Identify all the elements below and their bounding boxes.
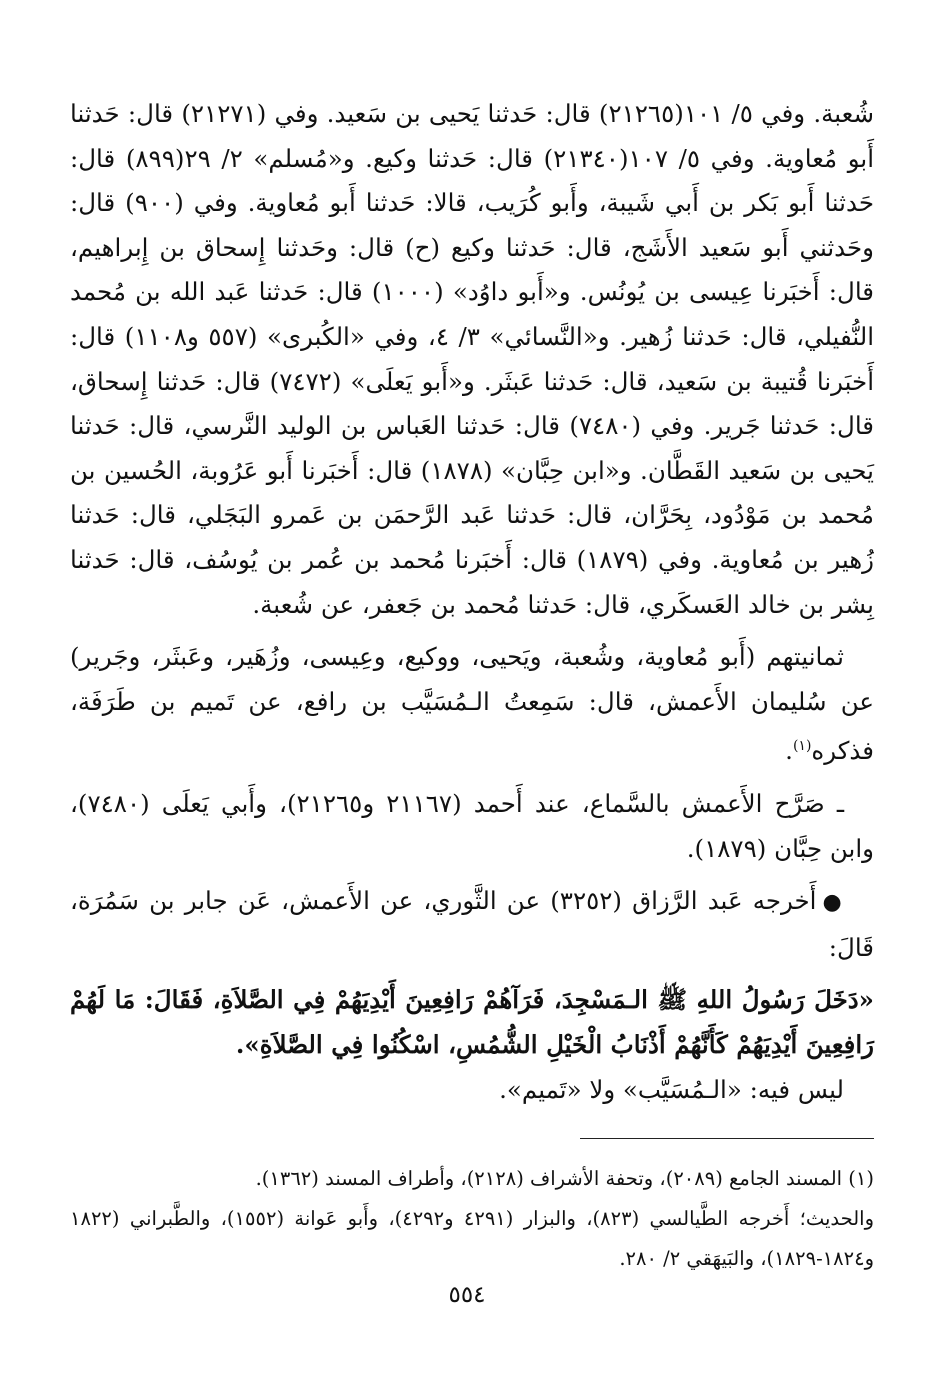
footnote-reference: (١) <box>792 738 812 755</box>
footnote-1: (١) المسند الجامع (٢٠٨٩)، وتحفة الأشراف (٢١٢٨)، وأطراف المسند (١٣٦٢). <box>255 1167 874 1191</box>
paragraph-narrators <box>70 635 874 774</box>
paragraph-abdulrazzaq-text: أَخرجه عَبد الرَّزاق (٣٢٥٢) عن الثَّوري، عن الأَعمش، عَن جابر بن سَمُرَة، قَالَ: <box>70 886 874 962</box>
footnote-divider <box>580 1138 874 1139</box>
hadith-quote: «دَخَلَ رَسُولُ اللهِ ﷺ الـمَسْجِدَ، فَرَآهُمْ رَافِعِينَ أَيْدِيَهُمْ فِي الصَّلاَةِ، فَقَالَ: مَا لَهُمْ رَافِعِينَ أَيْدِيَهُمْ كَأَنَّهُمْ أَذْنَابُ الْخَيْلِ الشُّمُسِ، اسْكُنُوا فِي الصَّلاَةِ». <box>70 985 874 1060</box>
paragraph-isnad: شُعبة. وفي ٥/ ١٠١(٢١٢٦٥) قال: حَدثنا يَحيى بن سَعيد. وفي (٢١٢٧١) قال: حَدثنا أَبو مُعاوية. وفي ٥/ ١٠٧(٢١٣٤٠) قال: حَدثنا وكيع. و«مُسلم» ٢/ ٢٩(٨٩٩) قال: حَدثنا أَبو بَكر بن أَبي شَيبة، وأَبو كُرَيب، قالا: حَدثنا أَبو مُعاوية. وفي (٩٠٠) قال: وحَدثني أَبو سَعيد الأَشَج، قال: حَدثنا وكيع (ح) قال: وحَدثنا إِسحاق بن إِبراهيم، قال: أَخبَرنا عِيسى بن يُونُس. و«أَبو داوُد» (١٠٠٠) قال: حَدثنا عَبد الله بن مُحمد النُّفيلي، قال: حَدثنا زُهير. و«النَّسائي» ٣/ ٤، وفي «الكُبرى» (٥٥٧ و١١٠٨) قال: أَخبَرنا قُتيبة بن سَعيد، قال: حَدثنا عَبثَر. و«أَبو يَعلَى» (٧٤٧٢) قال: حَدثنا إِسحاق، قال: حَدثنا جَرير. وفي (٧٤٨٠) قال: حَدثنا العَباس بن الوليد النَّرسي، قال: حَدثنا يَحيى بن سَعيد القَطَّان. و«ابن حِبَّان» (١٨٧٨) قال: أَخبَرنا أَبو عَرُوبة، الحُسين بن مُحمد بن مَوْدُود، بِحَرَّان، قال: حَدثنا عَبد الرَّحمَن بن عَمرو البَجَلي، قال: حَدثنا زُهير بن مُعاوية. وفي (١٨٧٩) قال: أَخبَرنا مُحمد بن عُمر بن يُوسُف، قال: حَدثنا بِشر بن خالد العَسكَري، قال: حَدثنا مُحمد بن جَعفر، عن شُعبة. <box>70 99 875 619</box>
page-body <box>70 92 874 1279</box>
paragraph-note: ليس فيه: «الـمُسَيَّب» ولا «تَميم». <box>499 1074 844 1104</box>
paragraph-narrators-end: . <box>785 736 793 766</box>
paragraph-sama: ـ صَرَّح الأَعمش بالسَّماع، عند أَحمد (٢١١٦٧ و٢١٢٦٥)، وأَبي يَعلَى (٧٤٨٠)، وابن حِبَّان (١٨٧٩). <box>70 789 874 863</box>
footnote-2: والحديث؛ أَخرجه الطَّيالسي (٨٢٣)، والبزار (٤٢٩١ و٤٢٩٢)، وأَبو عَوانة (١٥٥٢)، والطَّبراني (١٨٢٢ و١٨٢٤-١٨٢٩)، والبَيهَقي ٢/ ٢٨٠. <box>70 1207 875 1271</box>
bullet-icon: ● <box>822 890 844 916</box>
page-number: ٥٥٤ <box>448 1282 486 1308</box>
paragraph-narrators-text: ثمانيتهم (أَبو مُعاوية، وشُعبة، ويَحيى، ووكيع، وعِيسى، وزُهَير، وعَبثَر، وجَرير) عن سُليمان الأَعمش، قال: سَمِعتُ الـمُسَيَّب بن رافع، عن تَميم بن طَرَفَة، فذكره <box>70 642 874 766</box>
paragraph-abdulrazzaq <box>70 879 874 970</box>
